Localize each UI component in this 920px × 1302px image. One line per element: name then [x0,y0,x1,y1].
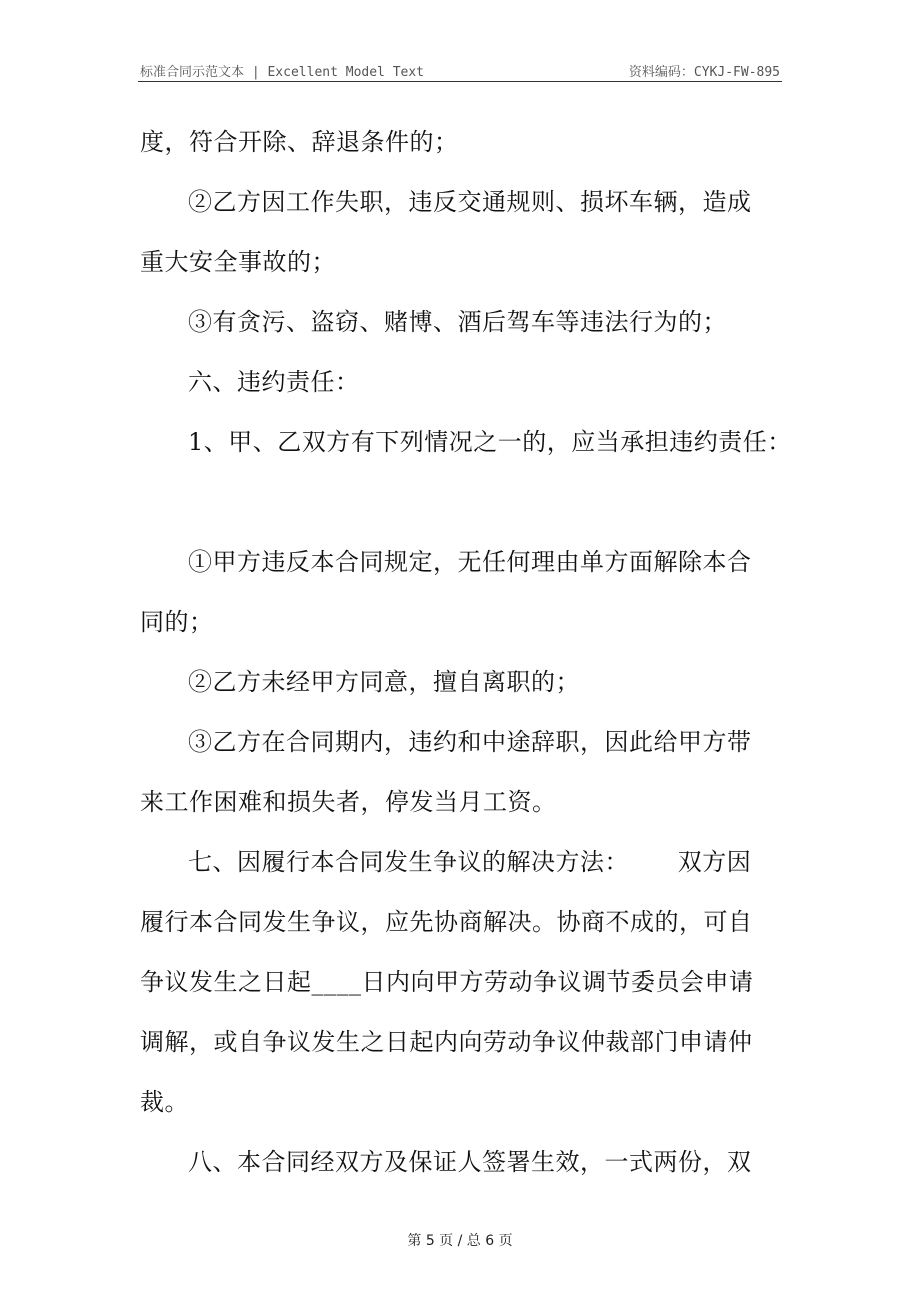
section-heading: 八、本合同经双方及保证人签署生效，一式两份，双 [188,1148,752,1176]
body-line: ③有贪污、盗窃、赌博、酒后驾车等违法行为的； [188,308,727,336]
body-line: 争议发生之日起____日内向甲方劳动争议调节委员会申请 [140,968,754,996]
body-line: ①甲方违反本合同规定，无任何理由单方面解除本合 [188,548,752,576]
body-line: 重大安全事故的； [140,248,336,276]
header-divider [138,81,782,82]
body-line: 1、甲、乙双方有下列情况之一的，应当承担违约责任： [188,428,792,456]
body-line: 调解，或自争议发生之日起内向劳动争议仲裁部门申请仲 [140,1028,753,1056]
body-line: 同的； [140,608,214,636]
section-heading: 六、违约责任： [188,368,360,396]
body-line: 履行本合同发生争议，应先协商解决。协商不成的，可自 [140,908,753,936]
body-line: ②乙方因工作失职，违反交通规则、损坏车辆，造成 [188,188,752,216]
section-heading: 七、因履行本合同发生争议的解决方法： 双方因 [188,848,752,876]
document-body [140,112,792,1192]
body-line: 来工作困难和损失者，停发当月工资。 [140,788,557,816]
page-header [140,61,780,81]
header-title: 标准合同示范文本 | Excellent Model Text [140,65,425,80]
body-line: 度，符合开除、辞退条件的； [140,128,459,156]
body-line: ③乙方在合同期内，违约和中途辞职，因此给甲方带 [188,728,752,756]
body-line: ②乙方未经甲方同意，擅自离职的； [188,668,580,696]
paragraph-gap [140,472,780,532]
body-line: 裁。 [140,1088,189,1116]
document-code: 资料编码：CYKJ-FW-895 [628,65,780,80]
page-number: 第 5 页 / 总 6 页 [407,1233,513,1249]
